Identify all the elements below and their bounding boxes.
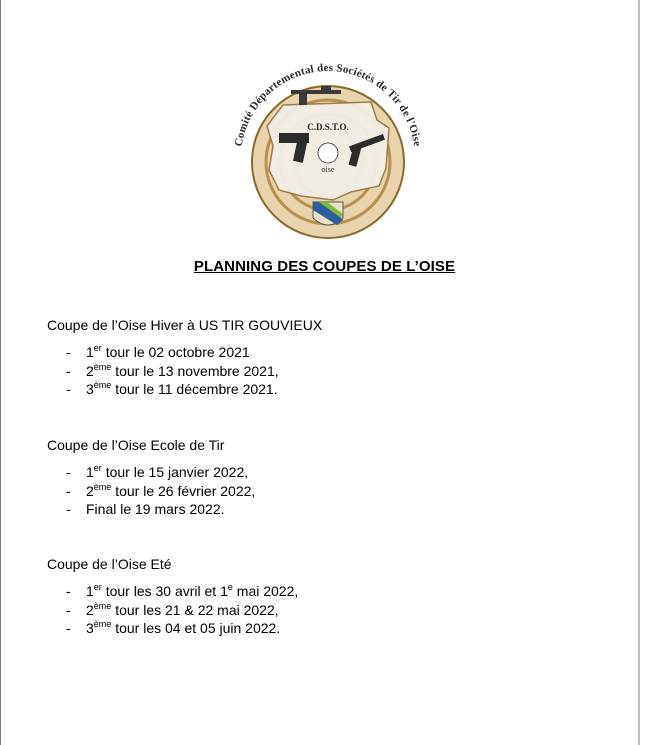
section-heading-hiver: Coupe de l’Oise Hiver à US TIR GOUVIEUX <box>47 317 323 333</box>
list-item: - 3ème tour les 04 et 05 juin 2022. <box>66 619 281 636</box>
list-item: - 3ème tour le 11 décembre 2021. <box>66 380 278 397</box>
section-heading-ecole: Coupe de l’Oise Ecole de Tir <box>47 437 225 453</box>
section-heading-ete: Coupe de l’Oise Eté <box>47 556 172 572</box>
list-item: - 1er tour le 15 janvier 2022, <box>66 463 249 480</box>
oise-emblem-icon <box>318 143 338 163</box>
page-title: PLANNING DES COUPES DE L’OISE <box>193 258 456 275</box>
schedule-list-hiver <box>66 343 279 399</box>
logo-ring-text: Comité Départemental des Sociétés de Tir de l'Oise <box>232 61 424 148</box>
logo-center-text: C.D.S.T.O. <box>307 122 349 132</box>
list-item: - 2ème tour les 21 & 22 mai 2022, <box>66 600 279 618</box>
cdsto-logo <box>221 50 435 246</box>
schedule-list-ecole <box>66 463 255 519</box>
list-item: - 1er tour le 02 octobre 2021 <box>66 343 250 360</box>
list-item: - Final le 19 mars 2022. <box>66 501 225 517</box>
schedule-list-ete <box>66 582 298 638</box>
oise-shield-icon <box>313 202 343 225</box>
page-border-right <box>638 0 640 745</box>
list-item: - 1er tour les 30 avril et 1e mai 2022, <box>66 582 299 599</box>
list-item: - 2ème tour le 26 février 2022, <box>66 481 256 499</box>
oise-emblem-text: oise <box>321 165 335 174</box>
list-item: - 2ème tour le 13 novembre 2021, <box>66 361 279 379</box>
page-border-left <box>0 0 1 745</box>
